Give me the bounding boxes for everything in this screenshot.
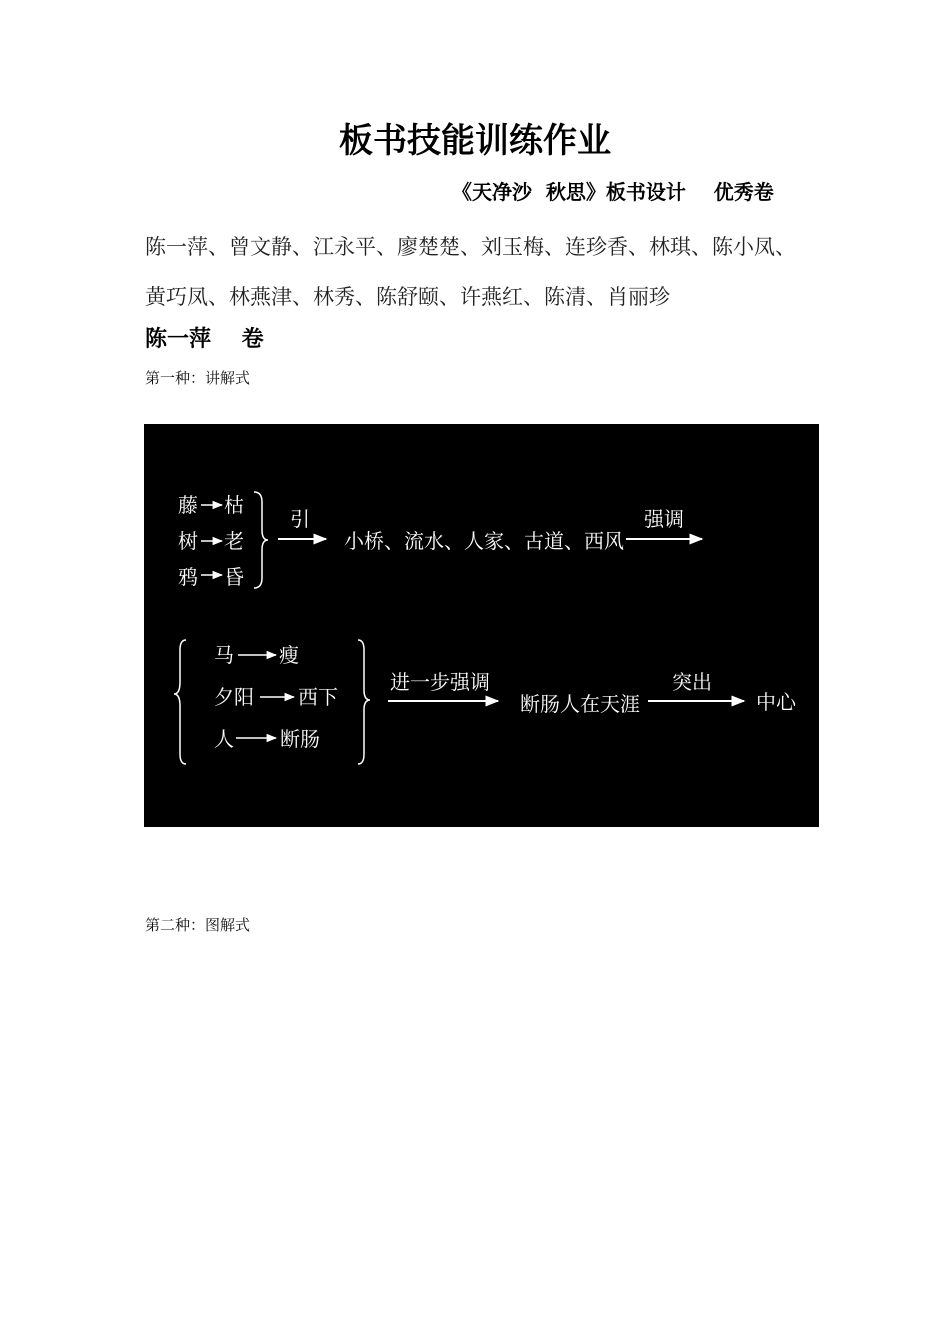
row2-arrow1-label: 进一步强调 [390, 670, 490, 694]
row1-pair2-to: 老 [224, 529, 244, 553]
author-names-line-2: 黄巧凤、林燕津、林秀、陈舒颐、许燕红、陈清、肖丽珍 [145, 285, 670, 309]
author-names-line-1: 陈一萍、曾文静、江永平、廖楚楚、刘玉梅、连珍香、林琪、陈小凤、 [145, 235, 796, 259]
row1-pair2-from: 树 [178, 529, 198, 553]
row1-arrow1-label: 引 [290, 507, 310, 531]
row2-phrase: 断肠人在天涯 [520, 692, 640, 716]
row1-arrow2-label: 强调 [644, 507, 684, 531]
row1-pair1-from: 藤 [178, 493, 198, 517]
label-second-method: 第二种：图解式 [145, 916, 251, 934]
document-title: 板书技能训练作业 [339, 121, 611, 161]
row2-pair1-from: 马 [214, 643, 234, 667]
row2-pair3-to: 断肠 [280, 727, 320, 751]
row1-pair1-to: 枯 [224, 493, 244, 517]
blackboard-svg [144, 424, 819, 827]
row2-arrow2-label: 突出 [672, 670, 712, 694]
row2-left-brace [174, 640, 186, 764]
row2-pair3-from: 人 [214, 727, 234, 751]
document-subtitle: 《天净沙 秋思》板书设计 优秀卷 [452, 180, 774, 204]
row2-pair2-to: 西下 [298, 685, 338, 709]
section-title: 陈一萍 卷 [145, 327, 264, 352]
row1-pair3-from: 鸦 [178, 565, 198, 589]
row2-pair2-from: 夕阳 [214, 685, 254, 709]
row1-images: 小桥、流水、人家、古道、西风 [344, 529, 624, 553]
row2-result: 中心 [756, 690, 796, 714]
row2-right-brace [358, 640, 370, 764]
label-first-method: 第一种：讲解式 [145, 369, 251, 387]
row1-pair3-to: 昏 [224, 565, 244, 589]
row2-pair1-to: 瘦 [279, 643, 299, 667]
row1-right-brace [254, 492, 268, 588]
blackboard-diagram [144, 424, 819, 827]
author-names [145, 222, 845, 322]
